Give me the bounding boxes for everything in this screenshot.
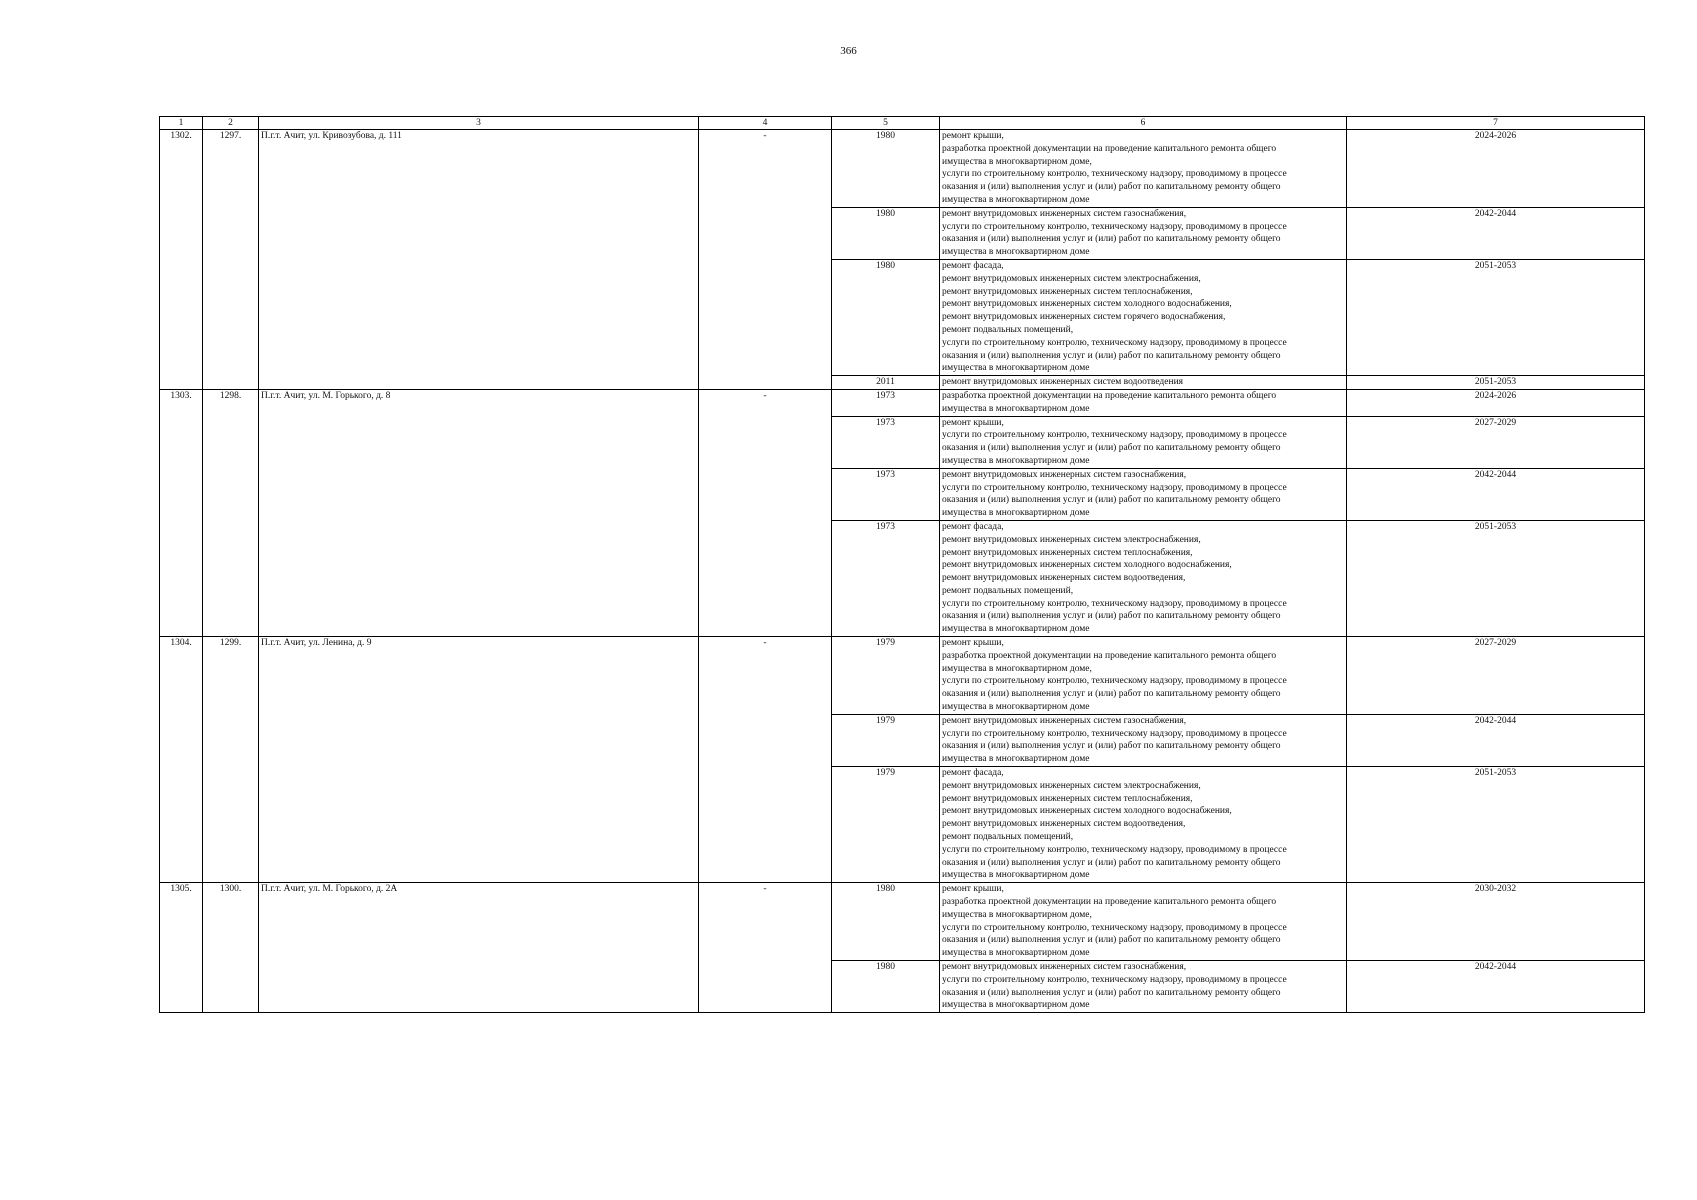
work-description-line: услуги по строительному контролю, техническому надзору, проводимому в процессе [942, 337, 1287, 348]
work-period: 2030-2032 [1347, 883, 1645, 961]
header-cell-6: 6 [940, 117, 1347, 130]
work-year: 1980 [832, 259, 940, 375]
work-description-line: услуги по строительному контролю, техническому надзору, проводимому в процессе [942, 922, 1287, 933]
work-year: 1980 [832, 961, 940, 1013]
work-description-line: имущества в многоквартирном доме [942, 702, 1090, 713]
work-description [940, 883, 1347, 961]
page-number: 366 [840, 45, 857, 57]
table-row [160, 637, 1645, 715]
work-description-line: имущества в многоквартирном доме [942, 455, 1090, 466]
record-col4: - [699, 883, 832, 1013]
header-row [160, 117, 1645, 130]
work-description-line: ремонт внутридомовых инженерных систем теплоснабжения, [942, 793, 1193, 804]
work-description-line: ремонт крыши, [942, 131, 1004, 141]
work-description-line: оказания и (или) выполнения услуг и (или) работ по капитальному ремонту общего [942, 443, 1281, 454]
work-description-line: разработка проектной документации на проведение капитального ремонта общего [942, 650, 1277, 661]
work-description-line: ремонт внутридомовых инженерных систем холодного водоснабжения, [942, 806, 1232, 817]
repair-schedule-table [159, 116, 1645, 1013]
work-year: 2011 [832, 376, 940, 390]
work-period: 2042-2044 [1347, 468, 1645, 520]
record-subnumber: 1297. [203, 130, 259, 390]
work-description-line: ремонт внутридомовых инженерных систем электроснабжения, [942, 780, 1201, 791]
record-col4: - [699, 637, 832, 883]
work-description-line: имущества в многоквартирном доме [942, 1000, 1090, 1011]
work-description-line: услуги по строительному контролю, техническому надзору, проводимому в процессе [942, 169, 1287, 180]
work-description-line: услуги по строительному контролю, техническому надзору, проводимому в процессе [942, 430, 1287, 441]
work-year: 1980 [832, 207, 940, 259]
work-description [940, 767, 1347, 883]
work-year: 1973 [832, 520, 940, 636]
work-description [940, 130, 1347, 208]
record-address: П.г.т. Ачит, ул. М. Горького, д. 2А [259, 883, 699, 1013]
work-description [940, 714, 1347, 766]
work-description-line: оказания и (или) выполнения услуг и (или) работ по капитальному ремонту общего [942, 495, 1281, 506]
work-year: 1979 [832, 714, 940, 766]
header-cell-3: 3 [259, 117, 699, 130]
record-number: 1303. [160, 389, 203, 636]
work-description-line: ремонт внутридомовых инженерных систем холодного водоснабжения, [942, 299, 1232, 310]
work-description-line: ремонт фасада, [942, 768, 1004, 779]
work-description-line: имущества в многоквартирном доме [942, 247, 1090, 258]
header-cell-5: 5 [832, 117, 940, 130]
work-description-line: услуги по строительному контролю, техническому надзору, проводимому в процессе [942, 482, 1287, 493]
work-description-line: разработка проектной документации на проведение капитального ремонта общего [942, 390, 1277, 401]
work-year: 1973 [832, 416, 940, 468]
work-year: 1973 [832, 389, 940, 416]
work-description-line: ремонт внутридомовых инженерных систем холодного водоснабжения, [942, 560, 1232, 571]
work-description-line: оказания и (или) выполнения услуг и (или) работ по капитальному ремонту общего [942, 234, 1281, 245]
work-description-line: оказания и (или) выполнения услуг и (или) работ по капитальному ремонту общего [942, 182, 1281, 193]
work-description-line: ремонт крыши, [942, 417, 1004, 428]
record-number: 1304. [160, 637, 203, 883]
work-description-line: оказания и (или) выполнения услуг и (или) работ по капитальному ремонту общего [942, 857, 1281, 868]
work-description-line: имущества в многоквартирном доме [942, 754, 1090, 765]
work-period: 2027-2029 [1347, 416, 1645, 468]
record-col4: - [699, 389, 832, 636]
record-number: 1305. [160, 883, 203, 1013]
work-description-line: имущества в многоквартирном доме, [942, 663, 1092, 674]
table-row [160, 389, 1645, 416]
work-description-line: имущества в многоквартирном доме [942, 948, 1090, 959]
header-cell-4: 4 [699, 117, 832, 130]
work-description-line: ремонт внутридомовых инженерных систем теплоснабжения, [942, 286, 1193, 297]
work-description-line: услуги по строительному контролю, техническому надзору, проводимому в процессе [942, 728, 1287, 739]
work-description-line: ремонт внутридомовых инженерных систем водоотведения, [942, 819, 1186, 830]
work-year: 1979 [832, 767, 940, 883]
header-cell-2: 2 [203, 117, 259, 130]
work-year: 1980 [832, 130, 940, 208]
work-description-line: услуги по строительному контролю, техническому надзору, проводимому в процессе [942, 974, 1287, 985]
work-description-line: имущества в многоквартирном доме [942, 363, 1090, 374]
work-period: 2024-2026 [1347, 130, 1645, 208]
work-period: 2024-2026 [1347, 389, 1645, 416]
work-description-line: разработка проектной документации на проведение капитального ремонта общего [942, 897, 1277, 908]
work-description-line: имущества в многоквартирном доме [942, 624, 1090, 635]
work-period: 2042-2044 [1347, 714, 1645, 766]
record-number: 1302. [160, 130, 203, 390]
work-description [940, 961, 1347, 1013]
work-description-line: услуги по строительному контролю, техническому надзору, проводимому в процессе [942, 598, 1287, 609]
work-description [940, 637, 1347, 715]
work-description-line: имущества в многоквартирном доме, [942, 909, 1092, 920]
work-description-line: ремонт внутридомовых инженерных систем газоснабжения, [942, 962, 1187, 972]
work-description-line: ремонт внутридомовых инженерных систем теплоснабжения, [942, 547, 1193, 558]
work-description-line: ремонт внутридомовых инженерных систем газоснабжения, [942, 469, 1187, 480]
work-description-line: ремонт внутридомовых инженерных систем электроснабжения, [942, 534, 1201, 545]
work-description-line: ремонт подвальных помещений, [942, 585, 1074, 596]
work-description [940, 416, 1347, 468]
work-description-line: имущества в многоквартирном доме [942, 870, 1090, 881]
work-description-line: ремонт подвальных помещений, [942, 324, 1074, 335]
work-description-line: ремонт фасада, [942, 260, 1004, 271]
header-cell-7: 7 [1347, 117, 1645, 130]
work-description-line: услуги по строительному контролю, техническому надзору, проводимому в процессе [942, 221, 1287, 232]
work-period: 2042-2044 [1347, 207, 1645, 259]
work-description-line: оказания и (или) выполнения услуг и (или) работ по капитальному ремонту общего [942, 935, 1281, 946]
work-period: 2042-2044 [1347, 961, 1645, 1013]
work-year: 1980 [832, 883, 940, 961]
work-description [940, 259, 1347, 375]
record-col4: - [699, 130, 832, 390]
work-description-line: оказания и (или) выполнения услуг и (или) работ по капитальному ремонту общего [942, 689, 1281, 700]
work-description-line: оказания и (или) выполнения услуг и (или) работ по капитальному ремонту общего [942, 987, 1281, 998]
work-description-line: оказания и (или) выполнения услуг и (или) работ по капитальному ремонту общего [942, 350, 1281, 361]
work-period: 2051-2053 [1347, 376, 1645, 390]
work-description-line: разработка проектной документации на проведение капитального ремонта общего [942, 143, 1277, 154]
work-description-line: ремонт внутридомовых инженерных систем водоотведения [942, 377, 1184, 388]
work-description [940, 468, 1347, 520]
work-year: 1979 [832, 637, 940, 715]
work-description-line: имущества в многоквартирном доме [942, 194, 1090, 205]
work-description [940, 207, 1347, 259]
work-description [940, 389, 1347, 416]
record-address: П.г.т. Ачит, ул. М. Горького, д. 8 [259, 389, 699, 636]
work-description-line: ремонт внутридомовых инженерных систем газоснабжения, [942, 715, 1187, 726]
work-period: 2051-2053 [1347, 767, 1645, 883]
work-description [940, 376, 1347, 390]
work-description-line: ремонт крыши, [942, 638, 1004, 649]
work-description-line: ремонт внутридомовых инженерных систем газоснабжения, [942, 208, 1187, 219]
work-description-line: имущества в многоквартирном доме [942, 403, 1090, 414]
work-period: 2051-2053 [1347, 259, 1645, 375]
work-description-line: оказания и (или) выполнения услуг и (или) работ по капитальному ремонту общего [942, 741, 1281, 752]
work-description-line: ремонт внутридомовых инженерных систем водоотведения, [942, 573, 1186, 584]
work-description-line: имущества в многоквартирном доме, [942, 156, 1092, 167]
work-period: 2051-2053 [1347, 520, 1645, 636]
work-description-line: оказания и (или) выполнения услуг и (или) работ по капитальному ремонту общего [942, 611, 1281, 622]
work-description-line: ремонт внутридомовых инженерных систем электроснабжения, [942, 273, 1201, 284]
table-body [160, 130, 1645, 1013]
record-address: П.г.т. Ачит, ул. Кривозубова, д. 111 [259, 130, 699, 390]
table-row [160, 130, 1645, 208]
work-description-line: услуги по строительному контролю, техническому надзору, проводимому в процессе [942, 844, 1287, 855]
record-subnumber: 1300. [203, 883, 259, 1013]
table-row [160, 883, 1645, 961]
record-address: П.г.т. Ачит, ул. Ленина, д. 9 [259, 637, 699, 883]
work-period: 2027-2029 [1347, 637, 1645, 715]
work-description-line: ремонт подвальных помещений, [942, 832, 1074, 843]
work-description-line: услуги по строительному контролю, техническому надзору, проводимому в процессе [942, 676, 1287, 687]
work-description [940, 520, 1347, 636]
work-description-line: ремонт фасада, [942, 521, 1004, 532]
header-cell-1: 1 [160, 117, 203, 130]
work-description-line: имущества в многоквартирном доме [942, 508, 1090, 519]
work-description-line: ремонт крыши, [942, 884, 1004, 895]
record-subnumber: 1299. [203, 637, 259, 883]
work-description-line: ремонт внутридомовых инженерных систем горячего водоснабжения, [942, 312, 1226, 323]
record-subnumber: 1298. [203, 389, 259, 636]
work-year: 1973 [832, 468, 940, 520]
